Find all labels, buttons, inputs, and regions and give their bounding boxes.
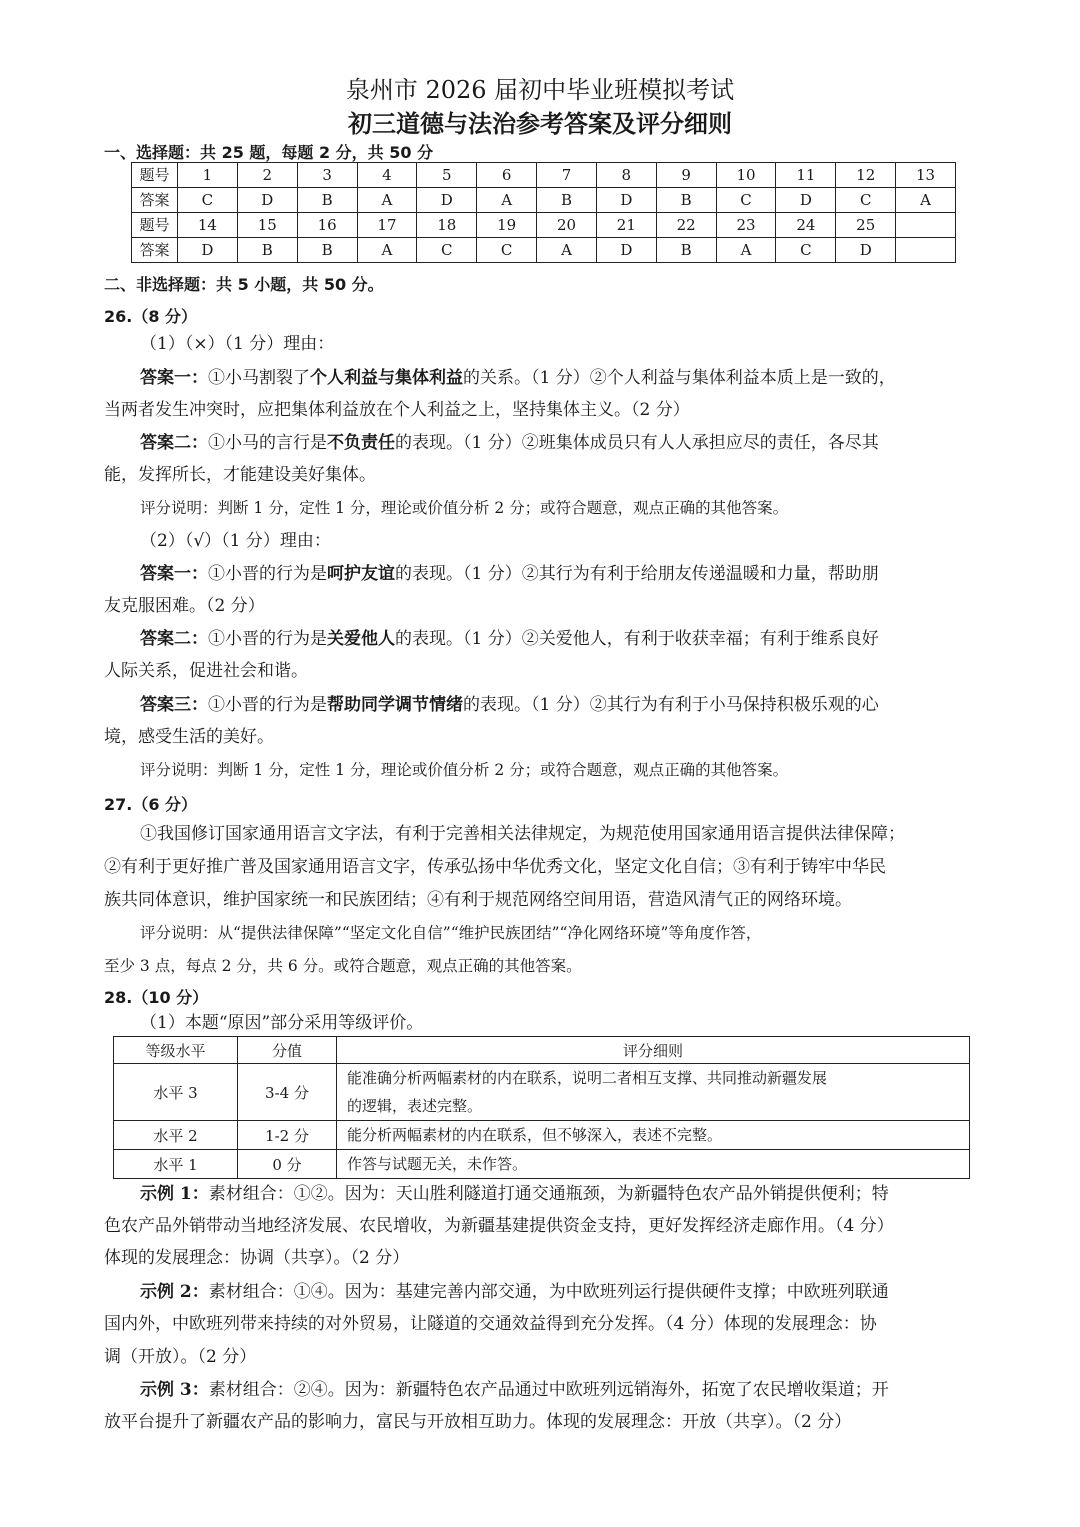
example-label: 示例 1： bbox=[140, 1184, 209, 1204]
answer-label: 答案一： bbox=[140, 368, 208, 388]
criteria-cell: 能分析两幅素材的内在联系，但不够深入，表述不完整。 bbox=[337, 1121, 970, 1150]
text: 素材组合：②④。因为：新疆特色农产品通过中欧班列远销海外，拓宽了农民增收渠道；开 bbox=[208, 1380, 889, 1400]
question-number-cell: 10 bbox=[716, 163, 776, 188]
answer-cell: A bbox=[357, 238, 417, 263]
answer-cell bbox=[896, 238, 956, 263]
q26-p1-answer2-line2: 能，发挥所长，才能建设美好集体。 bbox=[104, 465, 376, 485]
column-header: 分值 bbox=[238, 1037, 337, 1064]
answer-cell: C bbox=[417, 238, 477, 263]
question-number-cell: 5 bbox=[417, 163, 477, 188]
score-cell: 1-2 分 bbox=[238, 1121, 337, 1150]
multiple-choice-answer-table bbox=[131, 162, 956, 263]
q28-example1-line3: 体现的发展理念：协调（共享）。（2 分） bbox=[104, 1248, 410, 1268]
question-number-cell: 22 bbox=[656, 213, 716, 238]
q28-part1-intro: （1）本题“原因”部分采用等级评价。 bbox=[140, 1013, 424, 1033]
q26-p2-answer1-line1 bbox=[140, 558, 984, 590]
table-row bbox=[132, 213, 956, 238]
key-term: 呵护友谊 bbox=[327, 564, 395, 584]
table-row bbox=[114, 1150, 970, 1179]
question-number-cell: 15 bbox=[237, 213, 297, 238]
table-header-row bbox=[114, 1037, 970, 1064]
q26-p1-answer2-line1 bbox=[140, 427, 984, 459]
row-label-cell: 答案 bbox=[132, 188, 178, 213]
grading-rubric-table bbox=[113, 1036, 970, 1179]
q28-example2-line2: 国内外，中欧班列带来持续的对外贸易，让隧道的交通效益得到充分发挥。（4 分）体现的发展理念：协 bbox=[104, 1314, 877, 1334]
answer-cell: D bbox=[237, 188, 297, 213]
answer-cell: A bbox=[357, 188, 417, 213]
answer-label: 答案一： bbox=[140, 564, 208, 584]
example-label: 示例 2： bbox=[140, 1282, 209, 1302]
question-number-cell: 24 bbox=[776, 213, 836, 238]
question-number-cell: 4 bbox=[357, 163, 417, 188]
text: 素材组合：①②。因为：天山胜利隧道打通交通瓶颈，为新疆特色农产品外销提供便利；特 bbox=[208, 1184, 889, 1204]
question-number-cell: 7 bbox=[537, 163, 597, 188]
answer-cell: B bbox=[537, 188, 597, 213]
answer-cell: B bbox=[237, 238, 297, 263]
table-row bbox=[132, 238, 956, 263]
q26-p2-answer3-line1 bbox=[140, 689, 984, 721]
text: 的表现。（1 分）②班集体成员只有人人承担应尽的责任，各尽其 bbox=[395, 433, 879, 453]
question-number-cell: 12 bbox=[836, 163, 896, 188]
q28-example1-line2: 色农产品外销带动当地经济发展、农民增收，为新疆基建提供资金支持，更好发挥经济走廊作用。（4 分） bbox=[104, 1216, 894, 1236]
criteria-line: 的逻辑，表述完整。 bbox=[347, 1097, 483, 1115]
q26-p1-answer1-line2: 当两者发生冲突时，应把集体利益放在个人利益之上，坚持集体主义。（2 分） bbox=[104, 400, 690, 420]
question-number-cell bbox=[896, 213, 956, 238]
q26-header: 26.（8 分） bbox=[104, 307, 198, 326]
row-label-cell: 题号 bbox=[132, 213, 178, 238]
text: 的表现。（1 分）②其行为有利于给朋友传递温暖和力量，帮助朋 bbox=[395, 564, 879, 584]
q27-scoring-note-line2: 至少 3 点，每点 2 分，共 6 分。或符合题意，观点正确的其他答案。 bbox=[104, 957, 582, 975]
q26-part2-intro: （2）（√）（1 分）理由： bbox=[140, 531, 331, 551]
question-number-cell: 2 bbox=[237, 163, 297, 188]
text: 的关系。（1 分）②个人利益与集体利益本质上是一致的， bbox=[463, 368, 896, 388]
q26-p2-scoring-note: 评分说明：判断 1 分，定性 1 分，理论或价值分析 2 分；或符合题意，观点正确的其他答案。 bbox=[140, 761, 789, 779]
page-title: 泉州市 2026 届初中毕业班模拟考试 bbox=[345, 76, 735, 104]
column-header: 评分细则 bbox=[337, 1037, 970, 1064]
answer-cell: A bbox=[477, 188, 537, 213]
q26-part1-intro: （1）（×）（1 分）理由： bbox=[140, 334, 335, 354]
q28-example1-line1 bbox=[140, 1178, 984, 1210]
text: 的表现。（1 分）②关爱他人，有利于收获幸福；有利于维系良好 bbox=[395, 629, 879, 649]
criteria-cell: 作答与试题无关，未作答。 bbox=[337, 1150, 970, 1179]
question-number-cell: 9 bbox=[656, 163, 716, 188]
q28-example3-line2: 放平台提升了新疆农产品的影响力，富民与开放相互助力。体现的发展理念：开放（共享）。（2 分） bbox=[104, 1412, 852, 1432]
question-number-cell: 8 bbox=[596, 163, 656, 188]
column-header: 等级水平 bbox=[114, 1037, 238, 1064]
page-subtitle: 初三道德与法治参考答案及评分细则 bbox=[348, 109, 732, 138]
text: ①小马的言行是 bbox=[208, 433, 327, 453]
question-number-cell: 16 bbox=[297, 213, 357, 238]
answer-cell: D bbox=[596, 188, 656, 213]
key-term: 帮助同学调节情绪 bbox=[327, 695, 463, 715]
table-row bbox=[114, 1064, 970, 1121]
text: 素材组合：①④。因为：基建完善内部交通，为中欧班列运行提供硬件支撑；中欧班列联通 bbox=[208, 1282, 889, 1302]
score-cell: 0 分 bbox=[238, 1150, 337, 1179]
question-number-cell: 6 bbox=[477, 163, 537, 188]
answer-cell: C bbox=[836, 188, 896, 213]
question-number-cell: 1 bbox=[178, 163, 238, 188]
level-cell: 水平 1 bbox=[114, 1150, 238, 1179]
answer-label: 答案二： bbox=[140, 629, 208, 649]
question-number-cell: 13 bbox=[896, 163, 956, 188]
answer-cell: B bbox=[297, 188, 357, 213]
section2-heading: 二、非选择题：共 5 小题，共 50 分。 bbox=[104, 275, 384, 294]
key-term: 不负责任 bbox=[327, 433, 395, 453]
criteria-line: 能准确分析两幅素材的内在联系，说明二者相互支撑、共同推动新疆发展 bbox=[347, 1069, 828, 1087]
answer-cell: D bbox=[836, 238, 896, 263]
q28-example3-line1 bbox=[140, 1374, 984, 1406]
question-number-cell: 18 bbox=[417, 213, 477, 238]
section1-heading: 一、选择题：共 25 题，每题 2 分，共 50 分 bbox=[104, 143, 434, 162]
q26-p2-answer1-line2: 友克服困难。（2 分） bbox=[104, 596, 265, 616]
answer-cell: A bbox=[896, 188, 956, 213]
question-number-cell: 14 bbox=[178, 213, 238, 238]
row-label-cell: 题号 bbox=[132, 163, 178, 188]
table-row bbox=[132, 163, 956, 188]
question-number-cell: 21 bbox=[596, 213, 656, 238]
example-label: 示例 3： bbox=[140, 1380, 209, 1400]
q27-answer-line1: ①我国修订国家通用语言文字法，有利于完善相关法律规定，为规范使用国家通用语言提供法律保障； bbox=[140, 824, 905, 844]
answer-cell: B bbox=[297, 238, 357, 263]
answer-cell: A bbox=[716, 238, 776, 263]
score-cell: 3-4 分 bbox=[238, 1064, 337, 1121]
table-row bbox=[114, 1121, 970, 1150]
q27-scoring-note-line1: 评分说明：从“提供法律保障”“坚定文化自信”“维护民族团结”“净化网络环境”等角度作答， bbox=[140, 924, 762, 942]
key-term: 关爱他人 bbox=[327, 629, 395, 649]
answer-cell: B bbox=[656, 238, 716, 263]
q28-example2-line1 bbox=[140, 1276, 984, 1308]
q27-answer-line3: 族共同体意识，维护国家统一和民族团结；④有利于规范网络空间用语，营造风清气正的网络环境。 bbox=[104, 890, 852, 910]
answer-cell: D bbox=[178, 238, 238, 263]
q26-p1-scoring-note: 评分说明：判断 1 分，定性 1 分，理论或价值分析 2 分；或符合题意，观点正确的其他答案。 bbox=[140, 499, 789, 517]
answer-cell: A bbox=[537, 238, 597, 263]
answer-cell: C bbox=[716, 188, 776, 213]
text: ①小晋的行为是 bbox=[208, 564, 327, 584]
answer-cell: D bbox=[776, 188, 836, 213]
text: ①小晋的行为是 bbox=[208, 695, 327, 715]
q26-p2-answer2-line2: 人际关系，促进社会和谐。 bbox=[104, 661, 308, 681]
text: ①小马割裂了 bbox=[208, 368, 310, 388]
answer-cell: C bbox=[776, 238, 836, 263]
text: 的表现。（1 分）②其行为有利于小马保持积极乐观的心 bbox=[463, 695, 879, 715]
criteria-cell bbox=[337, 1064, 970, 1121]
level-cell: 水平 2 bbox=[114, 1121, 238, 1150]
table-row bbox=[132, 188, 956, 213]
question-number-cell: 23 bbox=[716, 213, 776, 238]
question-number-cell: 17 bbox=[357, 213, 417, 238]
level-cell: 水平 3 bbox=[114, 1064, 238, 1121]
q28-header: 28.（10 分） bbox=[104, 988, 209, 1007]
row-label-cell: 答案 bbox=[132, 238, 178, 263]
key-term: 个人利益与集体利益 bbox=[310, 368, 463, 388]
answer-cell: D bbox=[417, 188, 477, 213]
answer-label: 答案三： bbox=[140, 695, 208, 715]
question-number-cell: 11 bbox=[776, 163, 836, 188]
question-number-cell: 3 bbox=[297, 163, 357, 188]
q28-example2-line3: 调（开放）。（2 分） bbox=[104, 1347, 257, 1367]
q27-header: 27.（6 分） bbox=[104, 795, 198, 814]
answer-label: 答案二： bbox=[140, 433, 208, 453]
q26-p2-answer2-line1 bbox=[140, 623, 984, 655]
question-number-cell: 20 bbox=[537, 213, 597, 238]
q26-p1-answer1-line1 bbox=[140, 362, 984, 394]
answer-cell: C bbox=[178, 188, 238, 213]
text: ①小晋的行为是 bbox=[208, 629, 327, 649]
answer-cell: B bbox=[656, 188, 716, 213]
q27-answer-line2: ②有利于更好推广普及国家通用语言文字，传承弘扬中华优秀文化，坚定文化自信；③有利于铸牢中华民 bbox=[104, 857, 886, 877]
answer-cell: C bbox=[477, 238, 537, 263]
question-number-cell: 25 bbox=[836, 213, 896, 238]
q26-p2-answer3-line2: 境，感受生活的美好。 bbox=[104, 727, 274, 747]
question-number-cell: 19 bbox=[477, 213, 537, 238]
answer-cell: D bbox=[596, 238, 656, 263]
